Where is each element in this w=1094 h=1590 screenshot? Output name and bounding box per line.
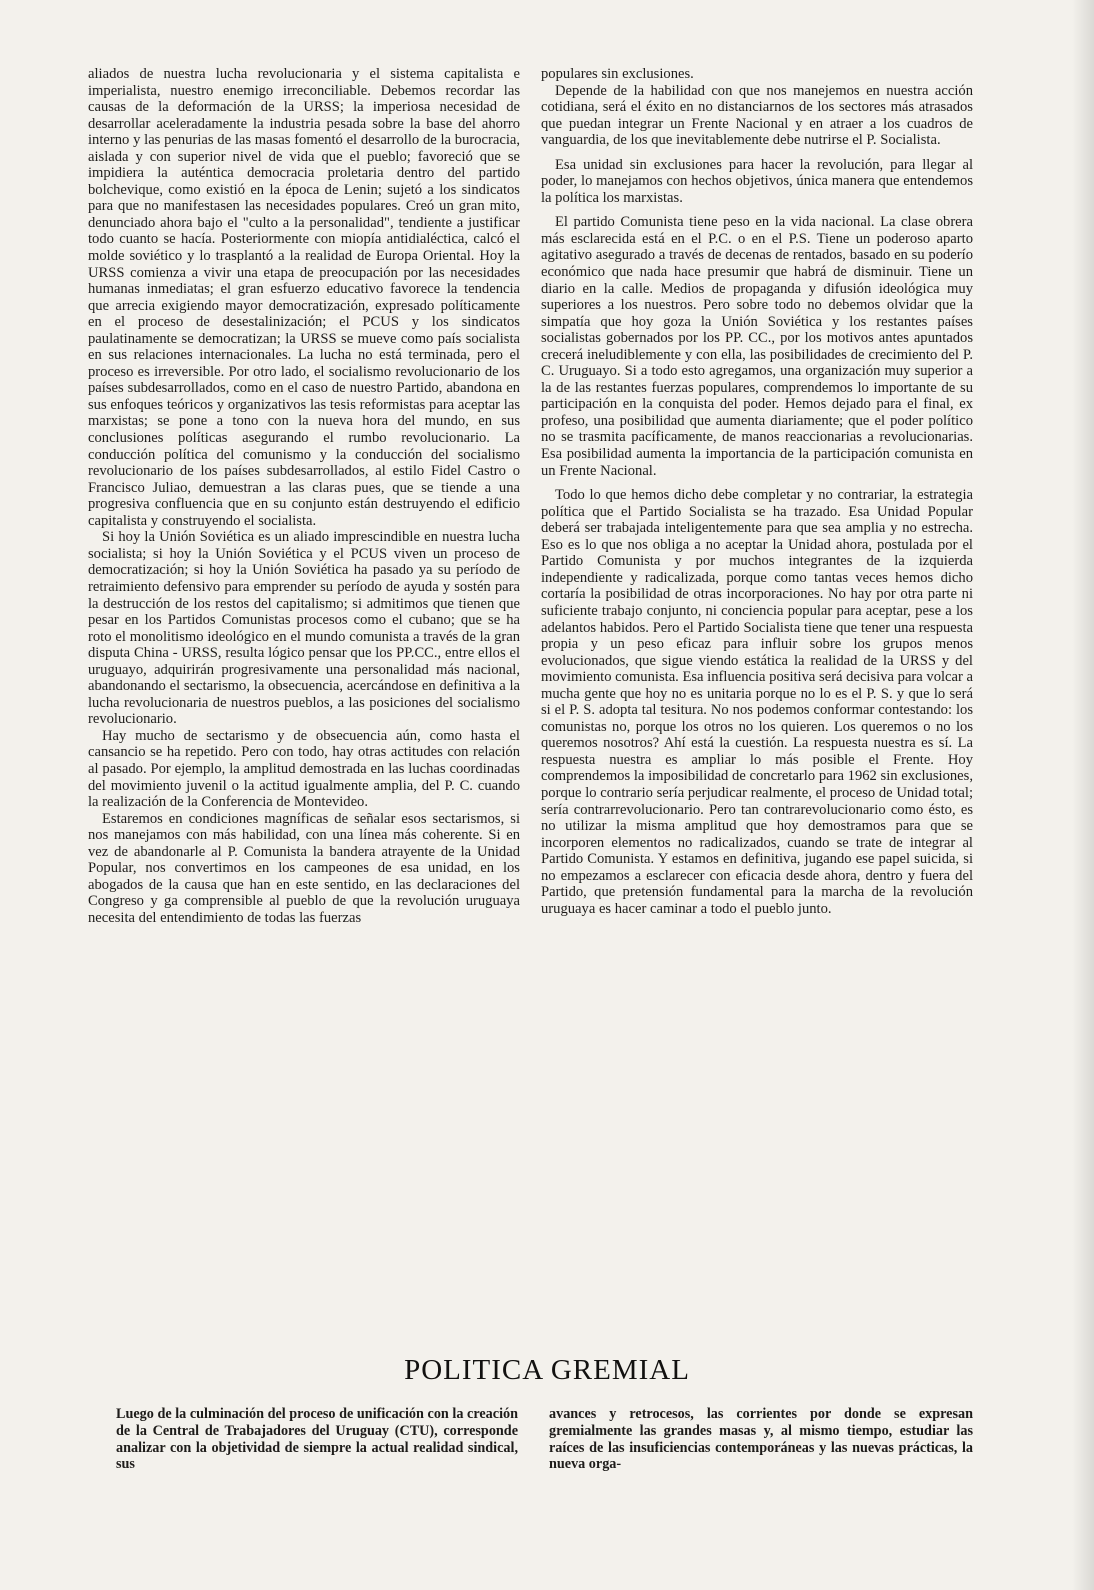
right-paragraph-4: El partido Comunista tiene peso en la vida nacional. La clase obrera más esclarecida está en el P.C. o en el P.S. Tiene un poderoso aparto agitativo asegurado a través de decenas de rentados, basado en su poderío económico que nada hace presumir que habrá de disminuir. Tiene un diario en la calle. Medios de propaganda y difusión ideológica muy superiores a los nuestros. Pero sobre todo no debemos olvidar que la simpatía que hoy goza la Unión Soviética y los restantes países socialistas gobernados por los PP. CC., por los motivos antes apuntados crecerá ineludiblemente y con ella, las posibilidades de crecimiento del P. C. Uruguayo. Si a todo esto agregamos, una organización muy superior a la de las restantes fuerzas populares, comprendemos lo importante de su participación en la conquista del poder. Hemos dejado para el final, ex profeso, una posibilidad que aumenta diariamente; que el poder político no se trasmita pacíficamente, de manos reaccionarias a revolucionarias. Esa posibilidad aumenta la importancia de la participación comunista en un Frente Nacional. <box>541 214 973 479</box>
bottom-right-column <box>549 1406 973 1473</box>
bottom-left-column <box>116 1406 518 1473</box>
right-paragraph-5: Todo lo que hemos dicho debe completar y no contrariar, la estrategia política que el Partido Socialista se ha trazado. Esa Unidad Popular deberá ser trabajada inteligentemente para que sea amplia y no estrecha. Eso es lo que nos obliga a no aceptar la Unidad ahora, postulada por el Partido Comunista y por muchos integrantes de la izquierda independiente y radicalizada, porque como tantas veces hemos dicho cortaría la posibilidad de otras incorporaciones. No hay por otra parte ni suficiente trabajo conjunto, ni conciencia popular para aceptar, pese a los adelantos habidos. Pero el Partido Socialista tiene que tener una respuesta propia y un peso eficaz para influir sobre los grupos menos evolucionados, que sigue viendo estática la realidad de la URSS y del movimiento comunista. Esa influencia positiva será decisiva para volcar a mucha gente que hoy no es unitaria porque no lo es el P. S. y que lo será si el P. S. adopta tal tesitura. No nos podemos conformar contestando: los comunistas no, porque los otros no los quieren. Los queremos o no los queremos nosotros? Ahí está la cuestión. La respuesta nuestra es sí. La respuesta nuestra es ampliar lo más posible el Frente. Hoy comprendemos la imposibilidad de concretarlo para 1962 sin exclusiones, porque lo contrario sería perjudicar realmente, el proceso de Unidad total; sería contrarrevolucionario. Pero tan contrarevolucionario como ésto, es no utilizar la misma amplitud que hoy demostramos para que se incorporen elementos no radicalizados, cuando se trate de integrar al Partido Comunista. Y estamos en definitiva, jugando ese papel suicida, si no empezamos a esclarecer con eficacia desde ahora, dentro y fuera del Partido, que pretensión fundamental para la marcha de la revolución uruguaya es hacer caminar a todo el pueblo junto. <box>541 487 973 917</box>
bottom-left-paragraph: Luego de la culminación del proceso de unificación con la creación de la Central de Trabajadores del Uruguay (CTU), corresponde analizar con la objetividad de siempre la actual realidad sindical, sus <box>116 1406 518 1473</box>
page-edge-shadow <box>1072 0 1094 1590</box>
right-column <box>541 66 973 917</box>
left-paragraph-2: Si hoy la Unión Soviética es un aliado imprescindible en nuestra lucha socialista; si hoy la Unión Soviética y el PCUS viven un proceso de democratización; si hoy la Unión Soviética ha pasado ya su período de retraimiento defensivo para emprender su período de ayuda y sostén para la destrucción de los restos del capitalismo; si admitimos que tienen que pesar en los Partidos Comunistas procesos como el cubano; que se ha roto el monolitismo ideológico en el mundo comunista a través de la gran disputa China - URSS, resulta lógico pensar que los PP.CC., entre ellos el uruguayo, adquirirán progresivamente una personalidad más nacional, abandonando el sectarismo, la obsecuencia, acercándose en definitiva a la lucha revolucionaria de nuestros pueblos, a las posiciones del socialismo revolucionario. <box>88 529 520 728</box>
right-paragraph-2: Depende de la habilidad con que nos manejemos en nuestra acción cotidiana, será el éxito en no distanciarnos de los sectores más atrasados que puedan integrar un Frente Nacional y en atraer a los cuadros de vanguardia, de los que inevitablemente debe nutrirse el P. Socialista. <box>541 82 973 149</box>
left-paragraph-1: aliados de nuestra lucha revolucionaria y el sistema capitalista e imperialista, nuestro enemigo irreconciliable. Debemos recordar las causas de la deformación de la URSS; la imperiosa necesidad de desarrollar aceleradamente la industria pesada sobre la base del ahorro interno y las penurias de las masas fomentó el desarrollo de la burocracia, aislada y con superior nivel de vida que el pueblo; favoreció que se impidiera la auténtica democracia proletaria dentro del partido bolchevique, como existió en la época de Lenin; sujetó a los sindicatos para que no manifestasen las necesidades populares. Creó un gran mito, denunciado ahora bajo el "culto a la personalidad", tendiente a justificar todo cuanto se hacía. Posteriormente con miopía antidialéctica, calcó el molde soviético y lo trasplantó a la realidad de Europa Oriental. Hoy la URSS comienza a vivir una etapa de preocupación por las necesidades humanas inmediatas; el gran esfuerzo educativo favorece la tendencia que arrecia exigiendo mayor democratización, expresado políticamente en el proceso de desestalinización; el PCUS y los sindicatos paulatinamente se democratizan; la URSS se mueve como país socialista en sus relaciones internacionales. La lucha no está terminada, pero el proceso es irreversible. Por otro lado, el socialismo revolucionario de los países subdesarrollados, como en el caso de nuestro Partido, abandona en sus enfoques teóricos y organizativos las tesis reformistas para aceptar las marxistas; se pone a tono con la nueva hora del mundo, en sus conclusiones políticas asegurando el rumbo revolucionario. La conducción política del comunismo y la conducción del socialismo revolucionario de los países subdesarrollados, al estilo Fidel Castro o Francisco Juliao, demuestran a las claras pues, que se tiende a una progresiva confluencia que en su conjunto están destruyendo el edificio capitalista y construyendo el socialista. <box>88 66 520 529</box>
left-paragraph-3: Hay mucho de sectarismo y de obsecuencia aún, como hasta el cansancio se ha repetido. Pero con todo, hay otras actitudes con relación al pasado. Por ejemplo, la amplitud demostrada en las luchas coordinadas del movimiento juvenil o la actitud igualmente amplia, del P. C. cuando la realización de la Conferencia de Montevideo. <box>88 727 520 811</box>
section-title: POLITICA GREMIAL <box>404 1354 690 1386</box>
left-paragraph-4: Estaremos en condiciones magníficas de señalar esos sectarismos, si nos manejamos con más habilidad, con una línea más coherente. Si en vez de abandonarle al P. Comunista la bandera atrayente de la Unidad Popular, nos convertimos en los campeones de esa unidad, en los abogados de la causa que han en este sentido, en las declaraciones del Congreso y ga comprensible al pueblo de que la revolución uruguaya necesita del entendimiento de todas las fuerzas <box>88 810 520 926</box>
bottom-right-paragraph: avances y retrocesos, las corrientes por donde se expresan gremialmente las grandes masas y, al mismo tiempo, estudiar las raíces de las insuficiencias contemporáneas y las nuevas prácticas, la nueva orga- <box>549 1406 973 1473</box>
left-column <box>88 66 520 926</box>
right-paragraph-1: populares sin exclusiones. <box>541 66 694 82</box>
right-paragraph-3: Esa unidad sin exclusiones para hacer la revolución, para llegar al poder, lo manejamos con hechos objetivos, única manera que entendemos la política los marxistas. <box>541 156 973 206</box>
